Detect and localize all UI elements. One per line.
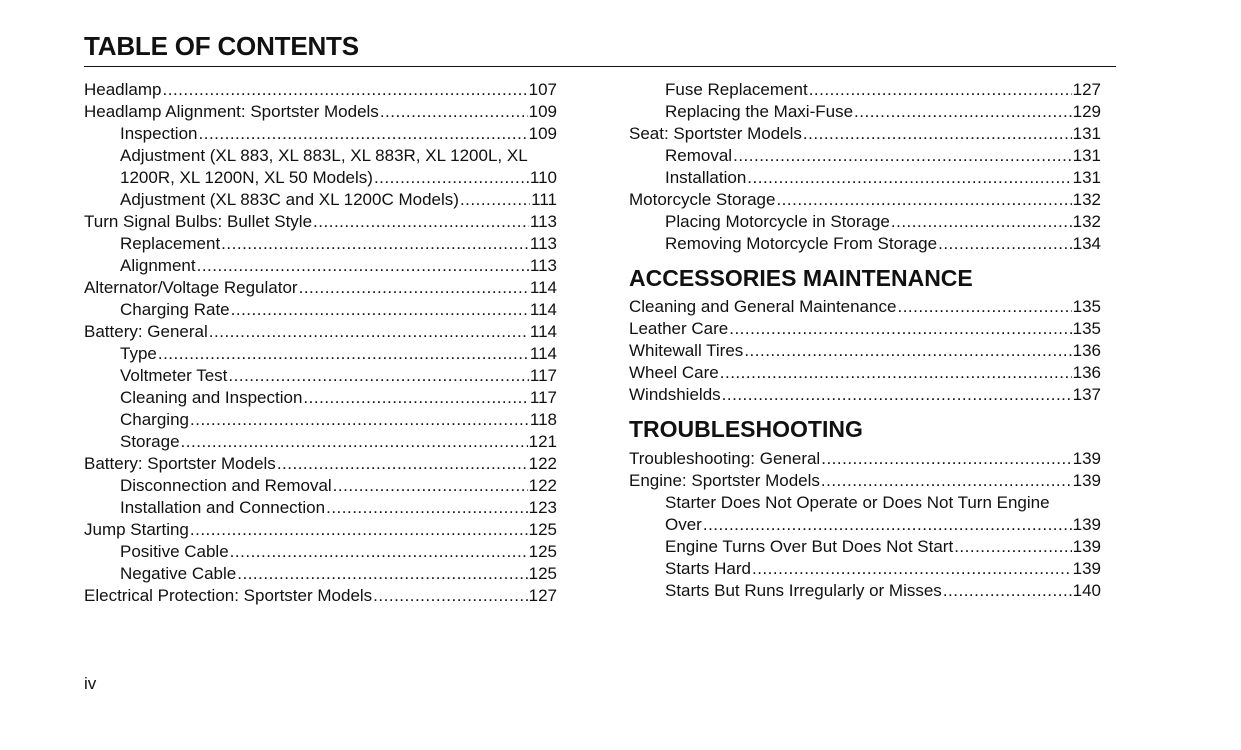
toc-entry-title: Troubleshooting: General <box>629 449 821 468</box>
toc-entry-page: 125 <box>528 564 557 583</box>
toc-entry-title: Charging <box>120 410 189 429</box>
dot-leader <box>703 514 1072 536</box>
toc-entry-page: 110 <box>529 168 557 187</box>
toc-entry-page: 118 <box>529 410 557 429</box>
toc-entry[interactable] <box>84 519 557 541</box>
dot-leader <box>776 189 1071 211</box>
toc-entry-title: Storage <box>120 432 180 451</box>
dot-leader <box>821 470 1072 492</box>
toc-subentry[interactable] <box>84 343 557 365</box>
toc-entry-page: 107 <box>528 80 557 99</box>
toc-entry-title: Seat: Sportster Models <box>629 124 802 143</box>
dot-leader <box>221 233 529 255</box>
dot-leader <box>237 563 527 585</box>
toc-subentry[interactable] <box>84 475 557 497</box>
dot-leader <box>299 277 529 299</box>
toc-entry-page: 127 <box>528 586 557 605</box>
toc-entry-page: 139 <box>1072 559 1101 578</box>
toc-subentry[interactable] <box>84 365 557 387</box>
toc-subentry[interactable] <box>84 123 557 145</box>
toc-left-column <box>84 79 557 607</box>
dot-leader <box>231 299 529 321</box>
toc-entry-title: Headlamp Alignment: Sportster Models <box>84 102 379 121</box>
dot-leader <box>821 448 1071 470</box>
dot-leader <box>897 296 1071 318</box>
toc-entry-title: Charging Rate <box>120 300 230 319</box>
toc-entry-page: 139 <box>1072 449 1101 468</box>
toc-entry-title: Removal <box>665 146 733 165</box>
toc-entry-title: Wheel Care <box>629 363 719 382</box>
toc-entry-title: Positive Cable <box>120 542 229 561</box>
toc-entry-title: Type <box>120 344 157 363</box>
toc-entry[interactable] <box>84 585 557 607</box>
toc-entry-title: Installation and Connection <box>120 498 326 517</box>
toc-entry-title: Leather Care <box>629 319 729 338</box>
section-heading-troubleshooting: TROUBLESHOOTING <box>629 416 863 442</box>
toc-entry-page: 114 <box>529 278 557 297</box>
toc-entry-page: 136 <box>1072 341 1101 360</box>
toc-subentry[interactable] <box>629 211 1101 233</box>
dot-leader <box>228 365 528 387</box>
toc-entry-title: Replacing the Maxi-Fuse <box>665 102 854 121</box>
dot-leader <box>380 101 528 123</box>
toc-entry-page: 131 <box>1072 146 1101 165</box>
dot-leader <box>190 409 529 431</box>
toc-entry[interactable] <box>629 470 1101 492</box>
toc-subentry[interactable] <box>84 387 557 409</box>
toc-subentry[interactable] <box>84 541 557 563</box>
toc-entry-page: 131 <box>1072 168 1101 187</box>
toc-subentry[interactable] <box>629 233 1101 255</box>
toc-entry-page: 117 <box>529 388 557 407</box>
toc-entry-page: 123 <box>528 498 557 517</box>
toc-subentry-first-line[interactable]: Adjustment (XL 883, XL 883L, XL 883R, XL 1200L, XL <box>120 146 528 165</box>
dot-leader <box>230 541 528 563</box>
toc-entry-page: 136 <box>1072 363 1101 382</box>
dot-leader <box>752 558 1072 580</box>
toc-entry-title: Battery: Sportster Models <box>84 454 276 473</box>
dot-leader <box>197 255 529 277</box>
dot-leader <box>891 211 1072 233</box>
toc-entry-title: Engine Turns Over But Does Not Start <box>665 537 954 556</box>
dot-leader <box>720 362 1072 384</box>
toc-entry-title: Placing Motorcycle in Storage <box>665 212 890 231</box>
toc-entry-title: Motorcycle Storage <box>629 190 776 209</box>
dot-leader <box>326 497 528 519</box>
toc-subentry[interactable] <box>84 255 557 277</box>
toc-entry-page: 135 <box>1072 319 1101 338</box>
dot-leader <box>803 123 1072 145</box>
toc-entry[interactable] <box>84 453 557 475</box>
toc-subentry-continuation[interactable] <box>629 514 1101 536</box>
toc-entry-title: Cleaning and Inspection <box>120 388 303 407</box>
dot-leader <box>729 318 1071 340</box>
toc-entry-title: Voltmeter Test <box>120 366 228 385</box>
toc-entry-page: 113 <box>529 234 557 253</box>
toc-entry[interactable] <box>629 384 1101 406</box>
toc-subentry[interactable] <box>84 233 557 255</box>
toc-entry[interactable] <box>84 79 557 101</box>
toc-subentry-continuation[interactable] <box>84 167 557 189</box>
toc-entry-title: Negative Cable <box>120 564 237 583</box>
toc-subentry[interactable] <box>629 101 1101 123</box>
toc-subentry[interactable] <box>629 145 1101 167</box>
toc-entry[interactable] <box>84 321 557 343</box>
toc-entry-page: 134 <box>1072 234 1101 253</box>
toc-entry-page: 109 <box>528 124 557 143</box>
dot-leader <box>722 384 1072 406</box>
toc-entry-title: Inspection <box>120 124 198 143</box>
toc-entry[interactable] <box>629 296 1101 318</box>
toc-entry-page: 139 <box>1072 537 1101 556</box>
page-number: iv <box>84 674 97 693</box>
toc-entry-page: 114 <box>529 322 557 341</box>
toc-entry-page: 137 <box>1072 385 1101 404</box>
toc-entry-title: Whitewall Tires <box>629 341 744 360</box>
toc-entry-page: 132 <box>1072 190 1101 209</box>
toc-entry-title: Electrical Protection: Sportster Models <box>84 586 373 605</box>
dot-leader <box>303 387 528 409</box>
dot-leader <box>733 145 1072 167</box>
toc-subentry[interactable] <box>84 497 557 519</box>
toc-entry-page: 135 <box>1072 297 1101 316</box>
dot-leader <box>163 79 528 101</box>
toc-entry-title: Alignment <box>120 256 196 275</box>
toc-entry-title: Replacement <box>120 234 221 253</box>
toc-subentry[interactable] <box>629 580 1101 602</box>
toc-entry-page: 121 <box>528 432 557 451</box>
toc-entry-title: Adjustment (XL 883C and XL 1200C Models) <box>120 190 459 209</box>
toc-subentry[interactable] <box>84 409 557 431</box>
toc-entry-page: 132 <box>1072 212 1101 231</box>
toc-entry[interactable] <box>629 189 1101 211</box>
toc-subentry[interactable] <box>84 431 557 453</box>
toc-subentry-first-line[interactable]: Starter Does Not Operate or Does Not Turn Engine <box>665 493 1050 512</box>
toc-entry-title: Starts But Runs Irregularly or Misses <box>665 581 942 600</box>
toc-entry[interactable] <box>84 211 557 233</box>
dot-leader <box>190 519 528 541</box>
dot-leader <box>854 101 1072 123</box>
dot-leader <box>199 123 528 145</box>
toc-subentry[interactable] <box>629 167 1101 189</box>
page-title: TABLE OF CONTENTS <box>84 31 359 61</box>
toc-entry[interactable] <box>84 101 557 123</box>
dot-leader <box>954 536 1071 558</box>
toc-entry-title: 1200R, XL 1200N, XL 50 Models) <box>120 168 373 187</box>
toc-entry-title: Turn Signal Bulbs: Bullet Style <box>84 212 313 231</box>
title-divider <box>84 66 1116 67</box>
toc-entry-title: Engine: Sportster Models <box>629 471 820 490</box>
toc-entry-page: 117 <box>529 366 557 385</box>
dot-leader <box>181 431 528 453</box>
dot-leader <box>744 340 1071 362</box>
dot-leader <box>460 189 530 211</box>
toc-entry-page: 111 <box>531 190 557 209</box>
toc-entry-page: 114 <box>529 344 557 363</box>
toc-entry[interactable] <box>629 362 1101 384</box>
dot-leader <box>313 211 529 233</box>
toc-entry-title: Fuse Replacement <box>665 80 808 99</box>
toc-entry-page: 127 <box>1072 80 1101 99</box>
dot-leader <box>943 580 1072 602</box>
toc-right-column <box>629 79 1101 602</box>
toc-entry[interactable] <box>629 448 1101 470</box>
toc-entry-page: 109 <box>528 102 557 121</box>
toc-entry-page: 122 <box>528 454 557 473</box>
toc-entry-title: Windshields <box>629 385 721 404</box>
toc-entry-title: Starts Hard <box>665 559 751 578</box>
toc-entry[interactable] <box>629 318 1101 340</box>
toc-entry-page: 140 <box>1072 581 1101 600</box>
toc-subentry[interactable] <box>84 563 557 585</box>
toc-entry-title: Alternator/Voltage Regulator <box>84 278 298 297</box>
dot-leader <box>158 343 529 365</box>
toc-entry-page: 122 <box>528 476 557 495</box>
dot-leader <box>747 167 1071 189</box>
toc-subentry[interactable] <box>629 79 1101 101</box>
toc-entry-title: Installation <box>665 168 747 187</box>
toc-entry-title: Jump Starting <box>84 520 189 539</box>
toc-entry-page: 113 <box>529 212 557 231</box>
toc-entry-page: 125 <box>528 542 557 561</box>
dot-leader <box>938 233 1072 255</box>
toc-entry[interactable] <box>629 123 1101 145</box>
toc-entry[interactable] <box>629 340 1101 362</box>
toc-entry-page: 113 <box>529 256 557 275</box>
dot-leader <box>277 453 528 475</box>
toc-entry-page: 139 <box>1072 471 1101 490</box>
toc-entry-page: 129 <box>1072 102 1101 121</box>
toc-entry-page: 125 <box>528 520 557 539</box>
toc-subentry[interactable] <box>629 558 1101 580</box>
toc-entry-page: 131 <box>1072 124 1101 143</box>
toc-entry-title: Headlamp <box>84 80 162 99</box>
toc-entry-title: Cleaning and General Maintenance <box>629 297 897 316</box>
dot-leader <box>373 585 527 607</box>
section-heading-accessories: ACCESSORIES MAINTENANCE <box>629 265 973 291</box>
toc-subentry[interactable] <box>629 536 1101 558</box>
toc-entry-page: 139 <box>1072 515 1101 534</box>
toc-entry-title: Over <box>665 515 702 534</box>
dot-leader <box>209 321 529 343</box>
toc-entry-page: 114 <box>529 300 557 319</box>
toc-subentry[interactable] <box>84 189 557 211</box>
toc-entry[interactable] <box>84 277 557 299</box>
toc-entry-title: Disconnection and Removal <box>120 476 332 495</box>
dot-leader <box>809 79 1072 101</box>
dot-leader <box>374 167 529 189</box>
toc-entry-title: Removing Motorcycle From Storage <box>665 234 938 253</box>
dot-leader <box>333 475 528 497</box>
toc-subentry[interactable] <box>84 299 557 321</box>
toc-entry-title: Battery: General <box>84 322 208 341</box>
